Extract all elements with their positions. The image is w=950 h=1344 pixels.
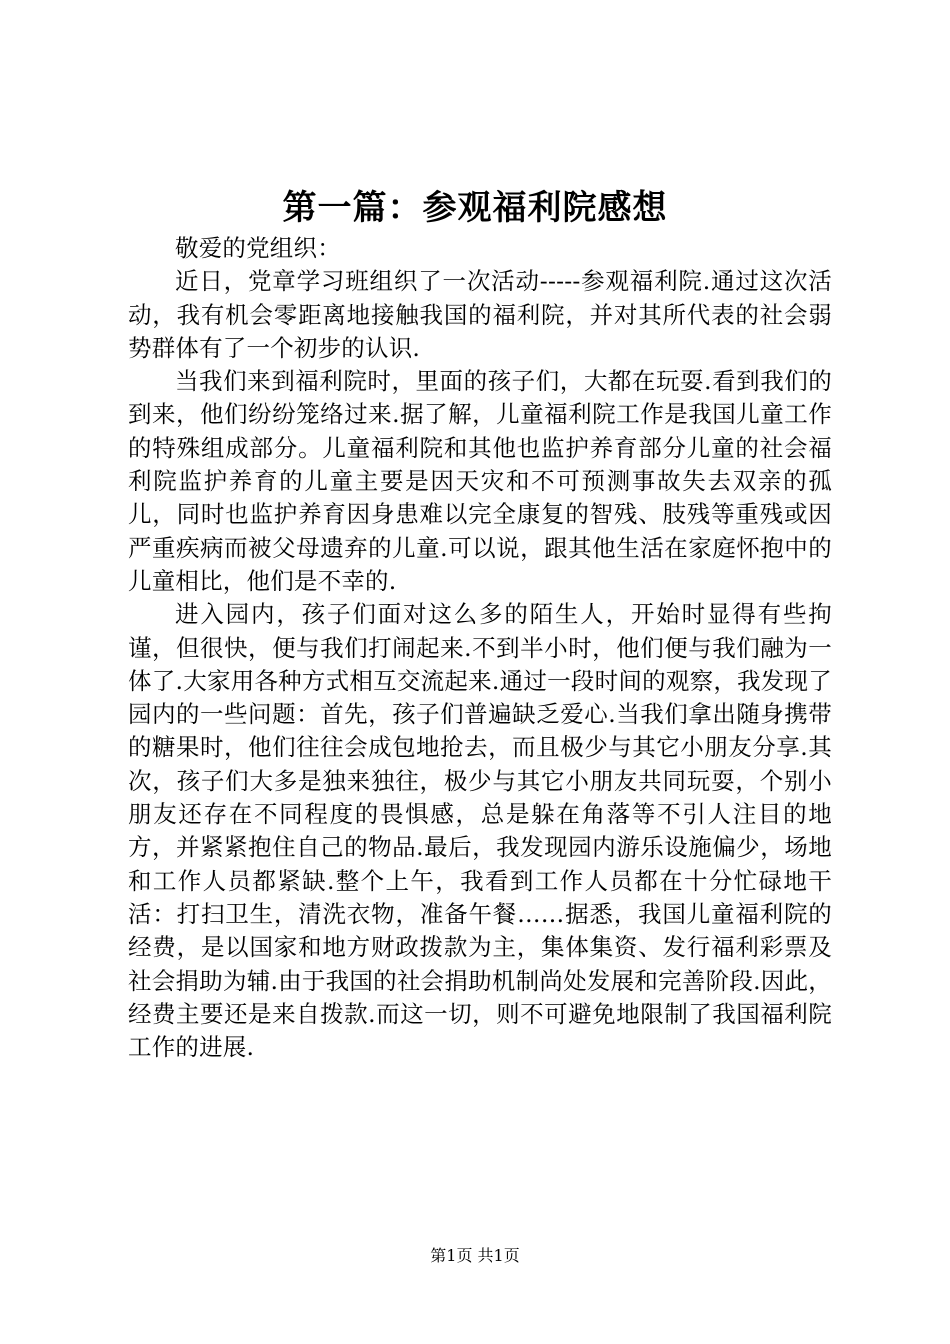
paragraph-3: 进入园内，孩子们面对这么多的陌生人，开始时显得有些拘谨，但很快，便与我们打闹起来.不到半小时，他们便与我们融为一体了.大家用各种方式相互交流起来.通过一段时间的观察，我发现了园内的一些问题：首先，孩子们普遍缺乏爱心.当我们拿出随身携带的糖果时，他们往往会成包地抢去，而且极少与其它小朋友分享.其次，孩子们大多是独来独往，极少与其它小朋友共同玩耍，个别小朋友还存在不同程度的畏惧感，总是躲在角落等不引人注目的地方，并紧紧抱住自己的物品.最后，我发现园内游乐设施偏少，场地和工作人员都紧缺.整个上午，我看到工作人员都在十分忙碌地干活：打扫卫生，清洗衣物，准备午餐……据悉，我国儿童福利院的经费，是以国家和地方财政拨款为主，集体集资、发行福利彩票及社会捐助为辅.由于我国的社会捐助机制尚处发展和完善阶段.因此，经费主要还是来自拨款.而这一切，则不可避免地限制了我国福利院工作的进展.: [128, 600, 832, 1062]
page-footer: 第1页 共1页: [430, 1246, 520, 1265]
document-body: [128, 232, 832, 1064]
paragraph-1: 近日，党章学习班组织了一次活动-----参观福利院.通过这次活动，我有机会零距离地接触我国的福利院，并对其所代表的社会弱势群体有了一个初步的认识.: [128, 267, 832, 362]
salutation: 敬爱的党组织：: [175, 234, 341, 262]
document-title: 第一篇：参观福利院感想: [282, 188, 668, 228]
paragraph-2: 当我们来到福利院时，里面的孩子们，大都在玩耍.看到我们的到来，他们纷纷笼络过来.据了解，儿童福利院工作是我国儿童工作的特殊组成部分。儿童福利院和其他也监护养育部分儿童的社会福利院监护养育的儿童主要是因天灾和不可预测事故失去双亲的孤儿，同时也监护养育因身患难以完全康复的智残、肢残等重残或因严重疾病而被父母遗弃的儿童.可以说，跟其他生活在家庭怀抱中的儿童相比，他们是不幸的.: [128, 367, 832, 595]
